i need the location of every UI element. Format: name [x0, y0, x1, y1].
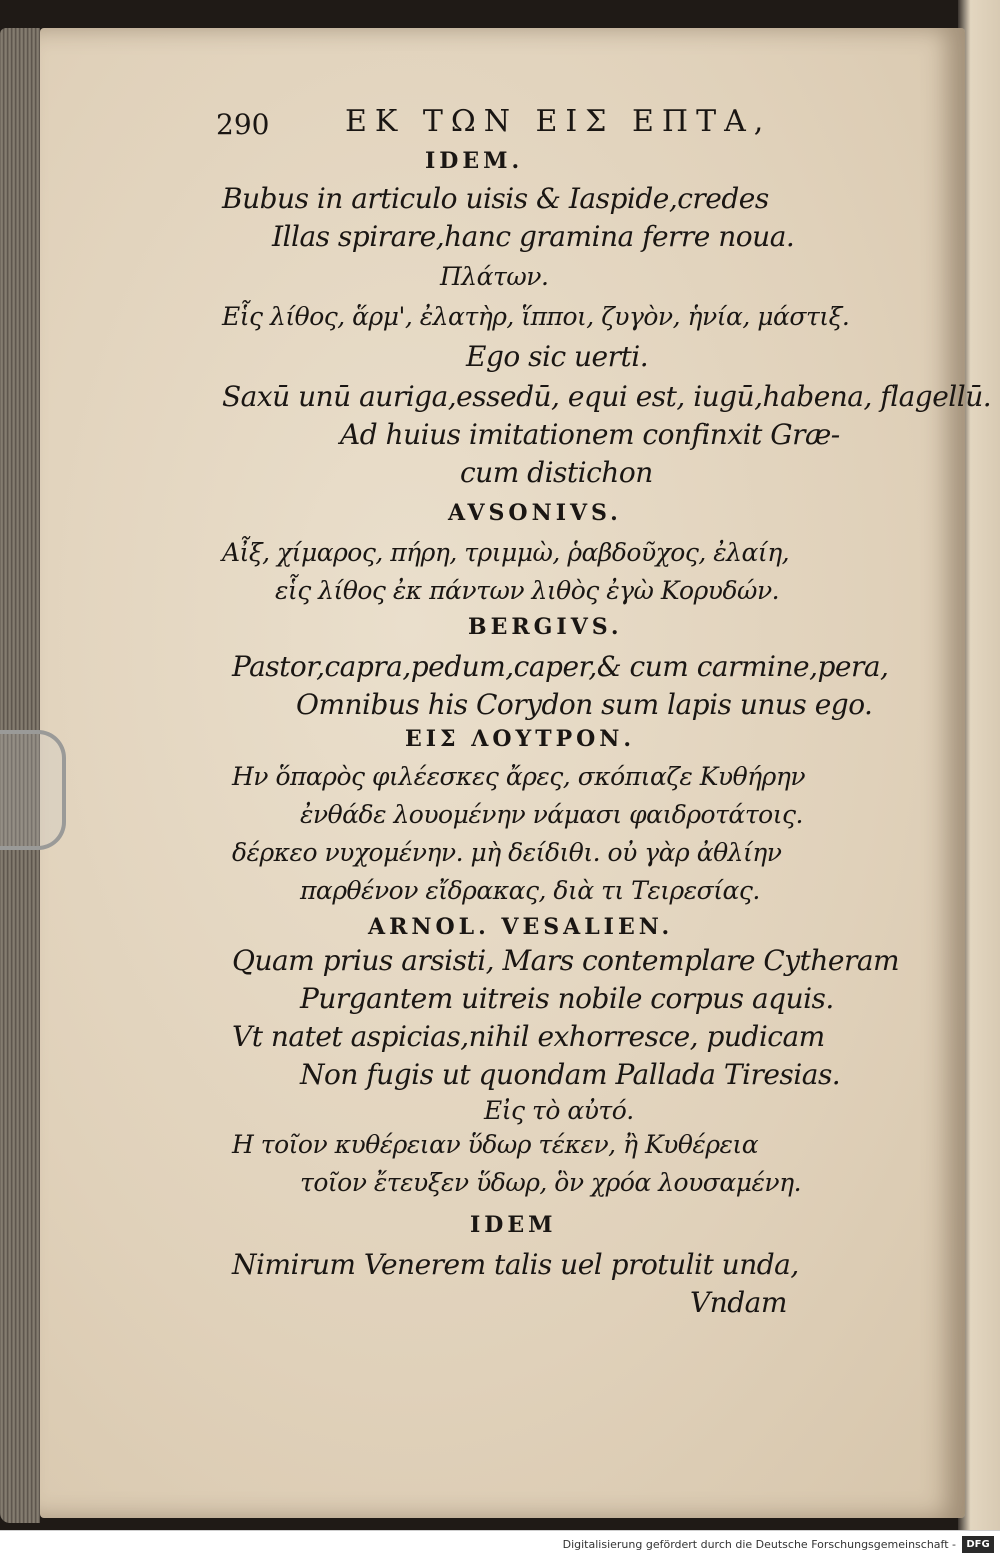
text-line: Nimirum Venerem talis uel protulit unda,	[232, 1248, 799, 1281]
section-heading: IDEM	[470, 1212, 557, 1238]
section-heading-greek: Πλάτων.	[440, 262, 549, 291]
text-line: Vt natet aspicias,nihil exhorresce, pudicam	[232, 1020, 825, 1053]
section-heading: AVSONIVS.	[448, 500, 622, 526]
page-number: 290	[216, 108, 270, 141]
text-line: Non fugis ut quondam Pallada Tiresias.	[300, 1058, 841, 1091]
text-line: Purgantem uitreis nobile corpus aquis.	[300, 982, 834, 1015]
text-line: Ην ὅπαρὸς φιλέεσκες ἄρες, σκόπιαζε Κυθήρην	[232, 762, 806, 791]
text-line: Illas spirare,hanc gramina ferre noua.	[272, 220, 795, 253]
text-line: εἷς λίθος ἐκ πάντων λιθὸς ἐγὼ Κορυδών.	[275, 576, 780, 605]
text-line: τοῖον ἔτευξεν ὕδωρ, ὃν χρόα λουσαμένη.	[300, 1168, 802, 1197]
running-head: ΕΚ ΤΩΝ ΕΙΣ ΕΠΤΑ,	[345, 104, 772, 139]
text-line: Αἶξ, χίμαρος, πήρη, τριμμὼ, ῥαβδοῦχος, ἐλαίη,	[222, 538, 790, 567]
book-clasp	[0, 730, 66, 850]
text-line: παρθένον εἴδρακας, διὰ τι Τειρεσίας.	[300, 876, 760, 905]
text-line: Pastor,capra,pedum,caper,& cum carmine,pera,	[232, 650, 889, 683]
funding-notice: Digitalisierung gefördert durch die Deutsche Forschungsgemeinschaft -	[562, 1538, 956, 1551]
text-line: cum distichon	[460, 456, 653, 489]
section-heading: ARNOL. VESALIEN.	[368, 914, 674, 940]
dfg-logo: DFG	[962, 1536, 994, 1553]
section-heading: BERGIVS.	[468, 614, 623, 640]
footer-bar	[0, 1530, 1000, 1559]
text-line: Ego sic uerti.	[466, 340, 649, 373]
section-heading: ΕΙΣ ΛΟΥΤΡΟΝ.	[405, 726, 636, 752]
text-line: Ad huius imitationem confinxit Græ-	[340, 418, 840, 451]
text-line: Quam prius arsisti, Mars contemplare Cytheram	[232, 944, 900, 977]
text-line: Εἷς λίθος, ἅρμ', ἐλατὴρ, ἵπποι, ζυγὸν, ἡνία, μάστιξ.	[222, 302, 850, 331]
text-line: Bubus in articulo uisis & Iaspide,credes	[222, 182, 769, 215]
section-heading-greek: Εἰς τὸ αὐτό.	[484, 1096, 634, 1125]
text-line: δέρκεο νυχομένην. μὴ δείδιθι. οὐ γὰρ ἀθλίην	[232, 838, 782, 867]
section-heading: IDEM.	[425, 148, 524, 174]
catchword: Vndam	[690, 1286, 787, 1319]
text-line: Omnibus his Corydon sum lapis unus ego.	[296, 688, 873, 721]
text-line: Η τοῖον κυθέρειαν ὕδωρ τέκεν, ἢ Κυθέρεια	[232, 1130, 759, 1159]
text-line: Saxū unū auriga,essedū, equi est, iugū,habena, flagellū.	[222, 380, 992, 413]
text-line: ἐνθάδε λουομένην νάμασι φαιδροτάτοις.	[300, 800, 803, 829]
